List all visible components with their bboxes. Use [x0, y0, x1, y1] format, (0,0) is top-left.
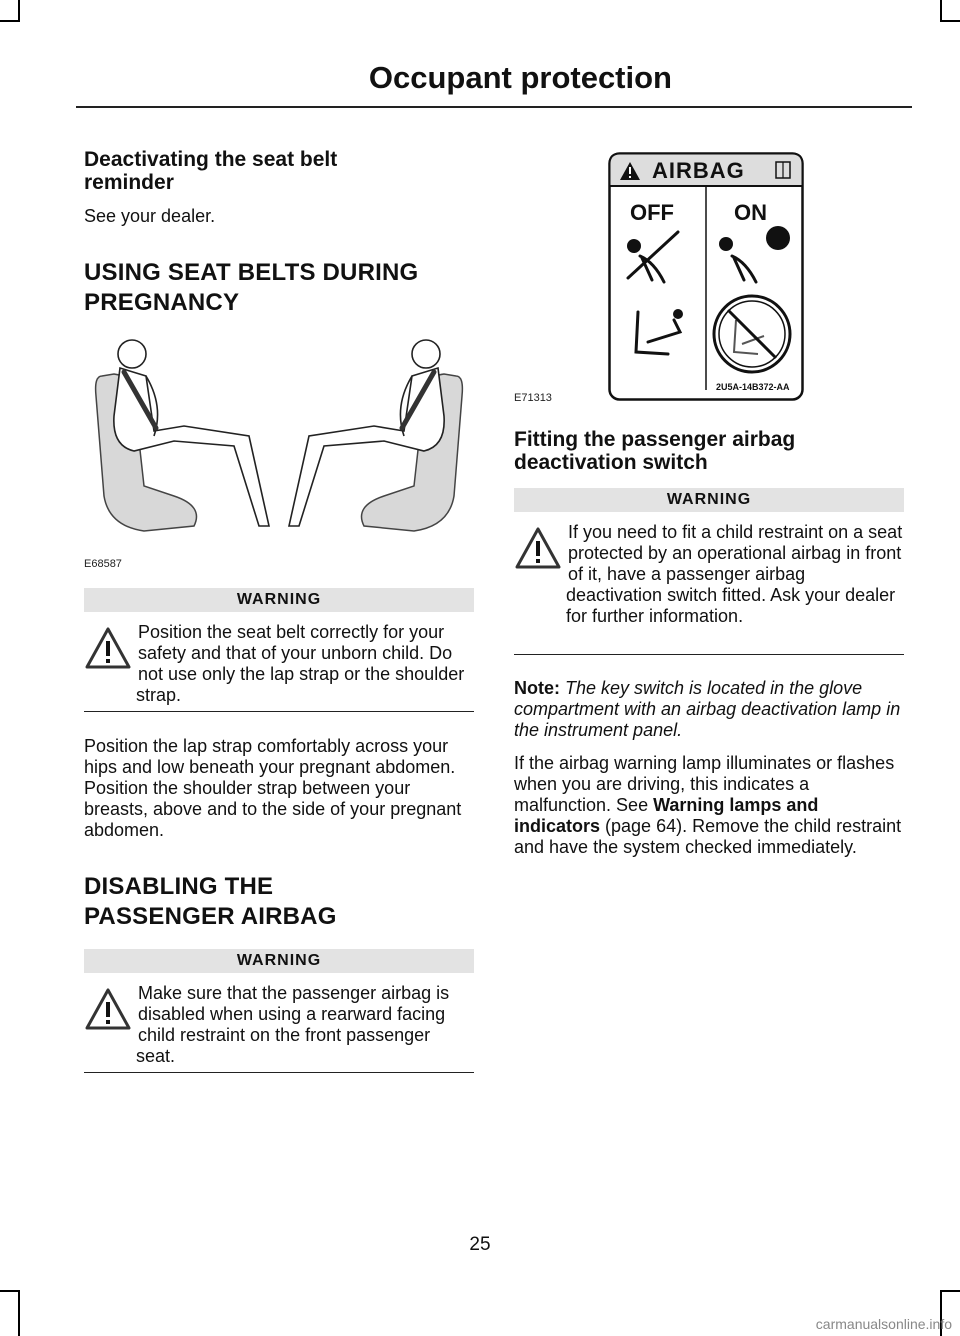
page-title: Occupant protection: [368, 60, 672, 95]
lamp-text-start: If the airbag warning lamp illuminates or flashes when you are driving, this indicates a malfunction. See: [514, 753, 895, 815]
airbag-off-on-label: [608, 152, 804, 402]
watermark: carmanualsonline.info: [815, 1316, 952, 1332]
divider: [514, 654, 904, 655]
crop-mark: [940, 1290, 960, 1292]
warning-label: WARNING: [514, 488, 904, 512]
note-text: The key switch is located in the glove compartment with an airbag deactivation lamp in the instrument panel.: [514, 678, 901, 740]
heading-deactivate-reminder: Deactivating the seat belt reminder: [84, 148, 338, 194]
crop-mark: [18, 1290, 20, 1336]
airbag-label-text: AIRBAG: [652, 158, 745, 183]
paragraph-see-dealer: See your dealer.: [84, 206, 216, 226]
figure-id-e71313: E71313: [514, 392, 552, 404]
pregnancy-illustration: [84, 336, 474, 556]
warning-body: [84, 622, 474, 706]
warning-triangle-icon: [84, 626, 132, 670]
warning-label: WARNING: [84, 949, 474, 973]
lamp-text-end: (page 64). Remove the child restraint and have the system checked immediately.: [514, 816, 902, 857]
heading-disable-line1: DISABLING THE: [84, 873, 274, 900]
paragraph-warning-lamp: [514, 753, 904, 858]
crop-mark: [940, 0, 942, 20]
airbag-off-text: OFF: [630, 200, 674, 225]
cross-reference-link[interactable]: Warning lamps and indicators: [514, 795, 819, 836]
page-number: 25: [469, 1234, 491, 1255]
header-divider: [76, 106, 912, 108]
crop-mark: [18, 0, 20, 20]
divider: [84, 1072, 474, 1073]
warning-text: If you need to fit a child restraint on a seat protected by an operational airbag in front of it, have a passenger airbag deactivation switch fitted. Ask your dealer for further information.: [566, 522, 903, 626]
crop-mark: [0, 20, 20, 22]
crop-mark: [0, 1290, 20, 1292]
airbag-part-code: 2U5A-14B372-AA: [716, 382, 790, 392]
warning-body: [514, 522, 904, 627]
airbag-label-figure: [608, 152, 804, 402]
warning-triangle-icon: [514, 526, 562, 570]
heading-fitting-switch: Fitting the passenger airbag deactivation switch: [514, 428, 796, 474]
warning-text: Make sure that the passenger airbag is disabled when using a rearward facing child restraint on the front passenger seat.: [136, 983, 450, 1066]
heading-pregnancy-line1: USING SEAT BELTS DURING: [84, 259, 419, 286]
warning-label: WARNING: [84, 588, 474, 612]
note-label: Note:: [514, 678, 560, 698]
warning-body: [84, 983, 474, 1067]
airbag-on-text: ON: [734, 200, 767, 225]
heading-disable-line2: PASSENGER AIRBAG: [84, 903, 337, 930]
left-column: [84, 148, 474, 194]
divider: [84, 711, 474, 712]
heading-pregnancy-line2: PREGNANCY: [84, 289, 240, 316]
figure-id-e68587: E68587: [84, 558, 122, 570]
crop-mark: [940, 20, 960, 22]
pregnant-seat-belt-icon: [84, 336, 474, 556]
paragraph-lap-strap: Position the lap strap comfortably across your hips and low beneath your pregnant abdomen. Position the shoulder strap between your breasts, above and to the side of your pregnant abdomen.: [84, 736, 462, 840]
note-paragraph: [514, 678, 904, 741]
warning-text: Position the seat belt correctly for your safety and that of your unborn child. Do not use only the lap strap or the shoulder strap.: [136, 622, 465, 705]
warning-triangle-icon: [84, 987, 132, 1031]
